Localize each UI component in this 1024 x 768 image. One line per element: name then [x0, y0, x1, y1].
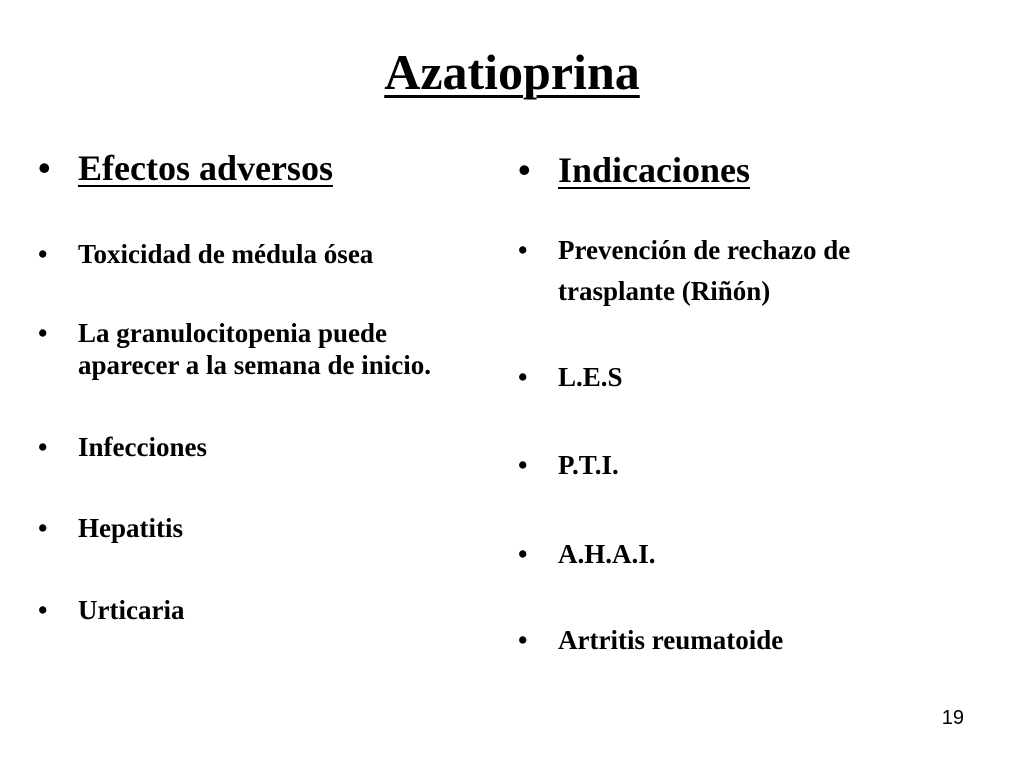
list-item-text: Prevención de rechazo de trasplante (Riñón)	[558, 235, 851, 306]
heading-label: Indicaciones	[558, 150, 751, 190]
list-item-text: P.T.I.	[558, 450, 619, 480]
bullet-icon: •	[518, 450, 528, 480]
indications-list	[518, 150, 958, 661]
bullet-icon: •	[518, 625, 528, 655]
bullet-icon: •	[518, 235, 528, 265]
bullet-icon: •	[38, 513, 48, 543]
list-item	[38, 317, 488, 381]
bullet-icon: •	[518, 539, 528, 569]
slide-title-text: Azatioprina	[384, 44, 640, 100]
bullet-icon: •	[38, 432, 48, 462]
indications-heading	[518, 150, 958, 190]
page-number: 19	[941, 707, 964, 729]
bullet-icon: •	[38, 148, 51, 188]
list-item	[518, 445, 958, 486]
adverse-effects-list	[38, 148, 488, 626]
bullet-icon: •	[38, 239, 48, 269]
list-item	[38, 594, 488, 626]
slide-title	[0, 42, 1024, 102]
list-item-text: Infecciones	[78, 432, 207, 462]
list-item	[518, 230, 958, 312]
list-item	[518, 620, 958, 661]
bullet-icon: •	[518, 362, 528, 392]
list-item	[38, 238, 488, 270]
bullet-icon: •	[38, 595, 48, 625]
list-item-text: Urticaria	[78, 595, 185, 625]
list-item	[518, 534, 958, 575]
adverse-effects-heading	[38, 148, 488, 188]
list-item-text: A.H.A.I.	[558, 539, 656, 569]
bullet-icon: •	[518, 150, 531, 190]
list-item	[38, 431, 488, 463]
heading-label: Efectos adversos	[78, 148, 333, 188]
list-item-text: Toxicidad de médula ósea	[78, 239, 374, 269]
list-item-text: Hepatitis	[78, 513, 183, 543]
bullet-icon: •	[38, 318, 48, 348]
list-item-text: Artritis reumatoide	[558, 625, 784, 655]
list-item	[38, 512, 488, 544]
list-item-text: La granulocitopenia puede aparecer a la semana de inicio.	[78, 318, 431, 380]
list-item-text: L.E.S	[558, 362, 623, 392]
list-item	[518, 357, 958, 398]
